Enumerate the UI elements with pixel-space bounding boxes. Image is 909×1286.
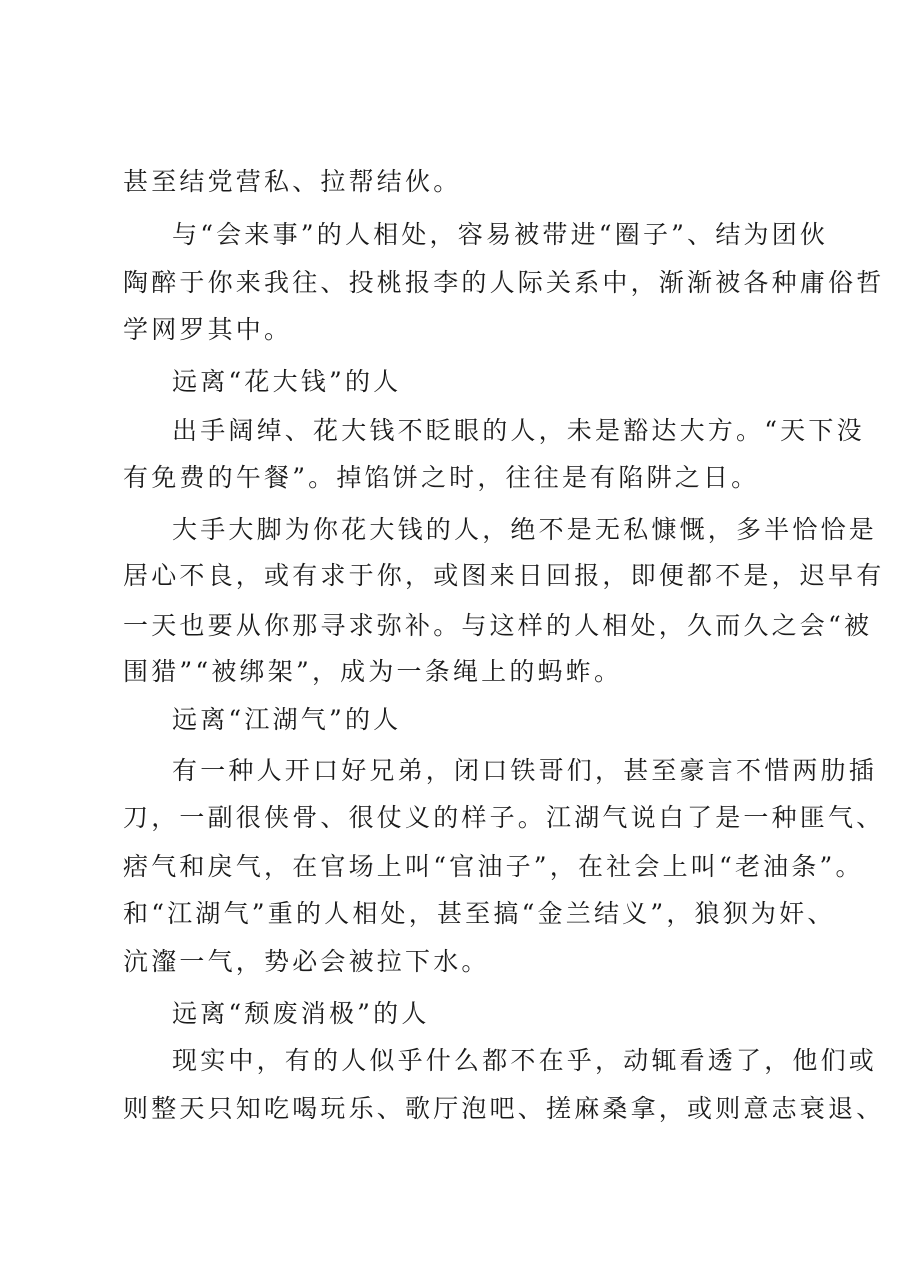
- section-heading: 远离“颓废消极”的人: [172, 999, 430, 1028]
- text-line: 有免费的午餐”。掉馅饼之时，往往是有陷阱之日。: [123, 463, 760, 492]
- section-heading: 远离“花大钱”的人: [172, 367, 402, 396]
- text-line: 和“江湖气”重的人相处，甚至搞“金兰结义”，狼狈为奸、: [123, 899, 836, 928]
- text-line: 居心不良，或有求于你，或图来日回报，即便都不是，迟早有: [123, 561, 885, 590]
- text-line: 则整天只知吃喝玩乐、歌厅泡吧、搓麻桑拿，或则意志衰退、: [123, 1094, 885, 1123]
- text-line: 围猎”“被绑架”，成为一条绳上的蚂蚱。: [123, 657, 623, 686]
- text-line: 有一种人开口好兄弟，闭口铁哥们，甚至豪言不惜两肋插: [172, 756, 878, 785]
- text-line: 刀，一副很侠骨、很仗义的样子。江湖气说白了是一种匪气、: [123, 803, 885, 832]
- text-line: 陶醉于你来我往、投桃报李的人际关系中，渐渐被各种庸俗哲: [123, 268, 885, 297]
- text-line: 大手大脚为你花大钱的人，绝不是无私慷慨，多半恰恰是: [172, 515, 878, 544]
- text-line: 与“会来事”的人相处，容易被带进“圈子”、结为团伙: [172, 220, 829, 249]
- text-line: 一天也要从你那寻求弥补。与这样的人相处，久而久之会“被: [123, 611, 873, 640]
- text-line: 甚至结党营私、拉帮结伙。: [123, 167, 462, 196]
- text-line: 出手阔绰、花大钱不眨眼的人，未是豁达大方。“天下没: [172, 416, 865, 445]
- text-line: 学网罗其中。: [123, 315, 293, 344]
- section-heading: 远离“江湖气”的人: [172, 705, 402, 734]
- text-line: 现实中，有的人似乎什么都不在乎，动辄看透了，他们或: [172, 1046, 878, 1075]
- text-line: 痞气和戾气，在官场上叫“官油子”，在社会上叫“老油条”。: [123, 852, 864, 881]
- text-line: 沆瀣一气，势必会被拉下水。: [123, 947, 490, 976]
